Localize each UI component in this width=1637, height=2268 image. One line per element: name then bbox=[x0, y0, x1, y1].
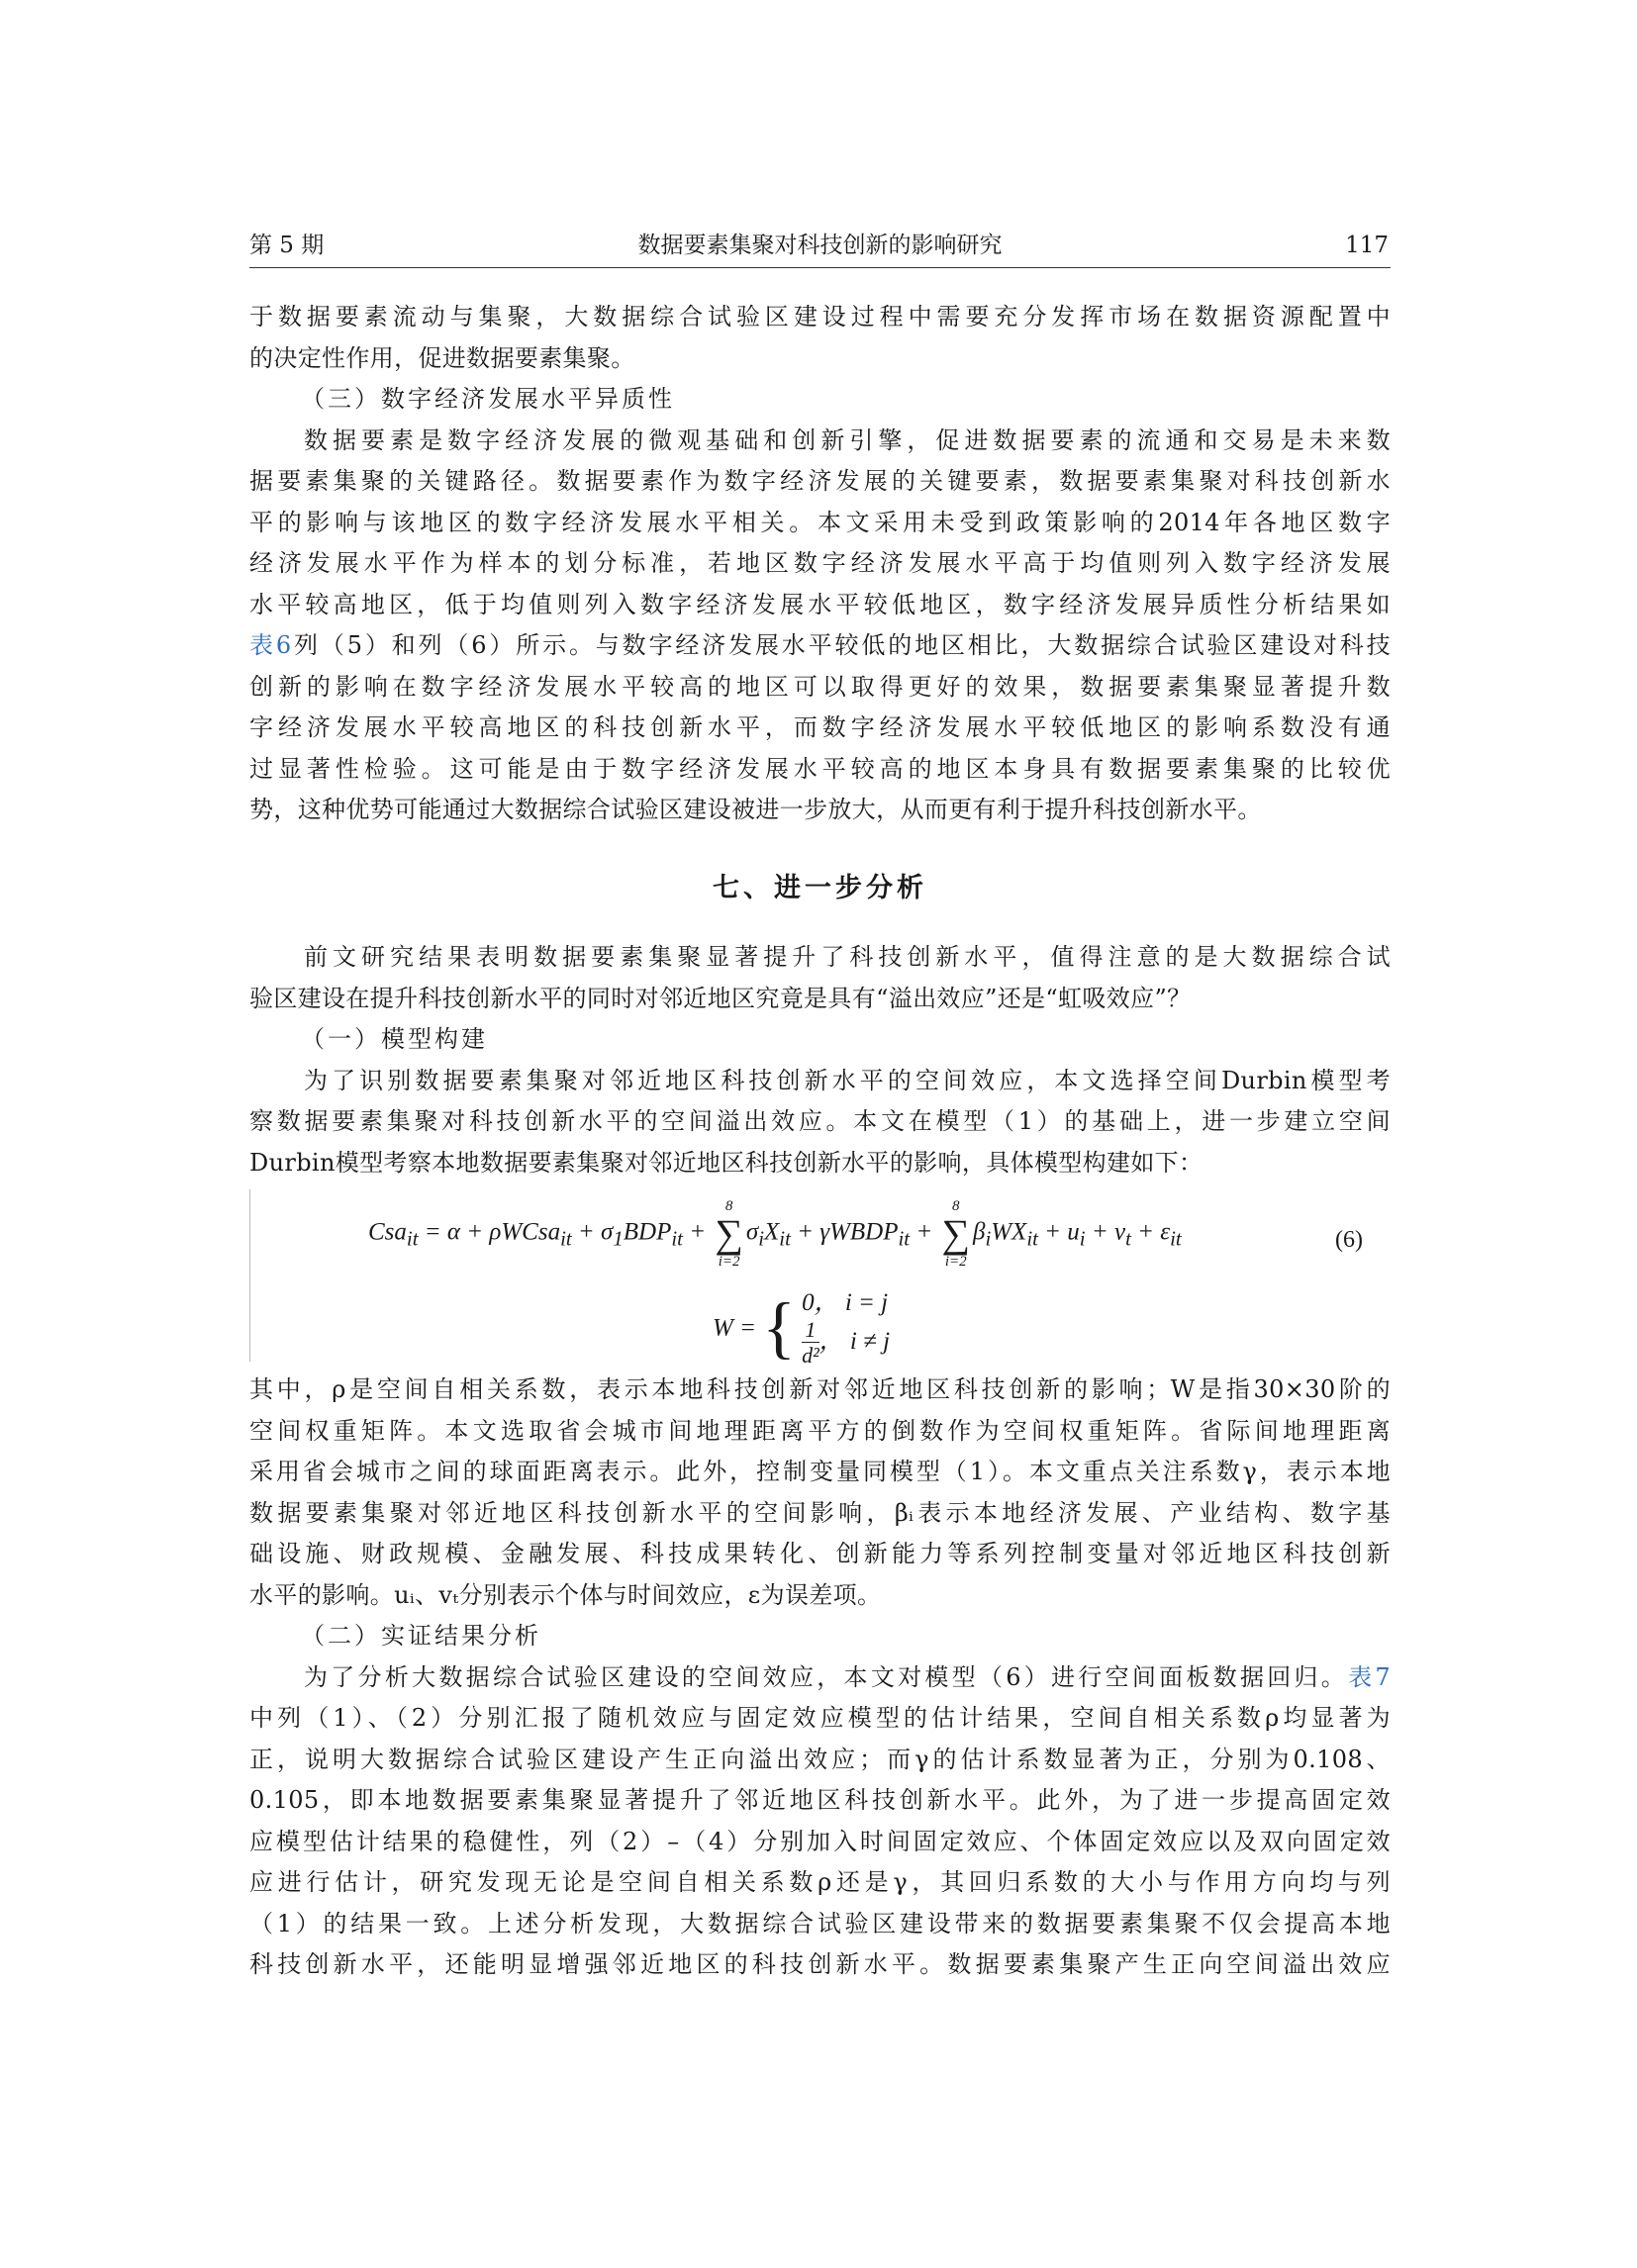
paragraph-line: Durbin模型考察本地数据要素集聚对邻近地区科技创新水平的影响，具体模型构建如下： bbox=[249, 1148, 1204, 1177]
summation-sign: 8 ∑ i=2 bbox=[715, 1198, 743, 1270]
subsection-title: （三）数字经济发展水平异质性 bbox=[301, 385, 675, 413]
paragraph-line: 创新的影响在数字经济发展水平较高的地区可以取得更好的效果，数据要素集聚显著提升数 bbox=[249, 672, 1391, 701]
paragraph-line: 础设施、财政规模、金融发展、科技成果转化、创新能力等系列控制变量对邻近地区科技创新 bbox=[249, 1540, 1391, 1567]
paragraph-line bbox=[249, 1657, 1391, 1699]
equation-block bbox=[249, 1189, 1391, 1368]
summation-sign: 8 ∑ i=2 bbox=[941, 1198, 970, 1270]
equation-6: Csa$_{it}$ = α + ρWCsa$_{it}$ + $\sigma_1BDP_{it}$ + 8 ∑ i=2 $\sigma_iX_{it}$ + γWBDP$_{it}$ + 8 ∑ i=2 $\beta_iWX_{it} + u_i + v_t + \varepsilon_{it}$ bbox=[368, 1198, 1182, 1270]
paragraph-text: 列（5）和列（6）所示。与数字经济发展水平较低的地区相比，大数据综合试验区建设对科技 bbox=[291, 631, 1391, 659]
paragraph-line: 水平的影响。uᵢ、vₜ分别表示个体与时间效应，ε为误差项。 bbox=[249, 1580, 882, 1609]
piecewise-cases: 0， i = j $\frac{1}{\text{d²}}$ ， i ≠ j bbox=[802, 1289, 891, 1368]
equation-number: (6) bbox=[1335, 1227, 1363, 1253]
body-middle bbox=[249, 937, 1391, 1183]
paragraph-line: 科技创新水平，还能明显增强邻近地区的科技创新水平。数据要素集聚产生正向空间溢出效应 bbox=[249, 1950, 1391, 1978]
journal-article-title: 数据要素集聚对科技创新的影响研究 bbox=[637, 233, 1003, 258]
paragraph-line: 数据要素集聚对邻近地区科技创新水平的空间影响，βᵢ表示本地经济发展、产业结构、数字基 bbox=[249, 1498, 1391, 1527]
paragraph-text: 为了分析大数据综合试验区建设的空间效应，本文对模型（6）进行空间面板数据回归。 bbox=[304, 1662, 1349, 1691]
left-brace: { bbox=[762, 1289, 796, 1367]
equation-margin-bar bbox=[249, 1189, 250, 1362]
body-upper bbox=[249, 297, 1391, 831]
paragraph-line: 过显著性检验。这可能是由于数字经济发展水平较高的地区本身具有数据要素集聚的比较优 bbox=[249, 754, 1391, 783]
running-header bbox=[249, 224, 1391, 267]
paragraph-line: 于数据要素流动与集聚，大数据综合试验区建设过程中需要充分发挥市场在数据资源配置中 bbox=[249, 303, 1391, 331]
paragraph-line: 前文研究结果表明数据要素集聚显著提升了科技创新水平，值得注意的是大数据综合试 bbox=[304, 943, 1391, 971]
fraction: $\frac{1}{\text{d²}}$ bbox=[802, 1317, 819, 1368]
paragraph-line bbox=[249, 625, 1391, 667]
paragraph-line: 势，这种优势可能通过大数据综合试验区建设被进一步放大，从而更有利于提升科技创新水平。 bbox=[249, 796, 1262, 823]
page-number: 117 bbox=[1345, 233, 1389, 258]
paragraph-line: 验区建设在提升科技创新水平的同时对邻近地区究竟是具有“溢出效应”还是“虹吸效应”？ bbox=[249, 984, 1192, 1012]
paragraph-line: 为了识别数据要素集聚对邻近地区科技创新水平的空间效应，本文选择空间Durbin模型考 bbox=[304, 1066, 1391, 1094]
paragraph-line: 的决定性作用，促进数据要素集聚。 bbox=[249, 343, 635, 372]
weight-matrix-definition: W = { 0， i = j $\frac{1}{\text{d²}}$ ， i ≠ j bbox=[713, 1289, 891, 1368]
paragraph-line: 数据要素是数字经济发展的微观基础和创新引擎，促进数据要素的流通和交易是未来数 bbox=[304, 425, 1391, 454]
paragraph-line: 0.105，即本地数据要素集聚显著提升了邻近地区科技创新水平。此外，为了进一步提高固定效 bbox=[249, 1786, 1391, 1814]
paragraph-line: 空间权重矩阵。本文选取省会城市间地理距离平方的倒数作为空间权重矩阵。省际间地理距离 bbox=[249, 1416, 1391, 1445]
header-divider bbox=[249, 267, 1391, 268]
paragraph-line: 平的影响与该地区的数字经济发展水平相关。本文采用未受到政策影响的2014年各地区数字 bbox=[249, 508, 1391, 536]
paragraph-line: （1）的结果一致。上述分析发现，大数据综合试验区建设带来的数据要素集聚不仅会提高本地 bbox=[249, 1909, 1391, 1937]
subsection-title: （一）模型构建 bbox=[301, 1025, 488, 1053]
paragraph-line: 中列（1）、（2）分别汇报了随机效应与固定效应模型的估计结果，空间自相关系数ρ均显著为 bbox=[249, 1704, 1391, 1732]
paragraph-line: 察数据要素集聚对科技创新水平的空间溢出效应。本文在模型（1）的基础上，进一步建立空间 bbox=[249, 1107, 1391, 1135]
issue-label: 第 5 期 bbox=[249, 233, 325, 258]
paragraph-line: 字经济发展水平较高地区的科技创新水平，而数字经济发展水平较低地区的影响系数没有通 bbox=[249, 713, 1391, 741]
paragraph-line: 水平较高地区，低于均值则列入数字经济发展水平较低地区，数字经济发展异质性分析结果如 bbox=[249, 590, 1391, 618]
body-lower bbox=[249, 1370, 1391, 1986]
paragraph-line: 应模型估计结果的稳健性，列（2）–（4）分别加入时间固定效应、个体固定效应以及双向固定效 bbox=[249, 1827, 1391, 1855]
subsection-title: （二）实证结果分析 bbox=[301, 1622, 541, 1650]
section-heading-block bbox=[249, 869, 1391, 908]
paragraph-line: 据要素集聚的关键路径。数据要素作为数字经济发展的关键要素，数据要素集聚对科技创新水 bbox=[249, 467, 1391, 495]
paragraph-line: 应进行估计，研究发现无论是空间自相关系数ρ还是γ，其回归系数的大小与作用方向均与列 bbox=[249, 1868, 1391, 1896]
paragraph-line: 其中，ρ是空间自相关系数，表示本地科技创新对邻近地区科技创新的影响；W是指30×30阶的 bbox=[249, 1375, 1391, 1403]
table-7-link[interactable]: 表7 bbox=[1348, 1662, 1391, 1691]
section-title: 七、进一步分析 bbox=[713, 873, 927, 903]
paragraph-line: 正，说明大数据综合试验区建设产生正向溢出效应；而γ的估计系数显著为正，分别为0.108、 bbox=[249, 1745, 1391, 1773]
paragraph-line: 经济发展水平作为样本的划分标准，若地区数字经济发展水平高于均值则列入数字经济发展 bbox=[249, 549, 1391, 577]
table-6-link[interactable]: 表6 bbox=[249, 631, 292, 659]
paragraph-line: 采用省会城市之间的球面距离表示。此外，控制变量同模型（1）。本文重点关注系数γ，表示本地 bbox=[249, 1458, 1391, 1485]
